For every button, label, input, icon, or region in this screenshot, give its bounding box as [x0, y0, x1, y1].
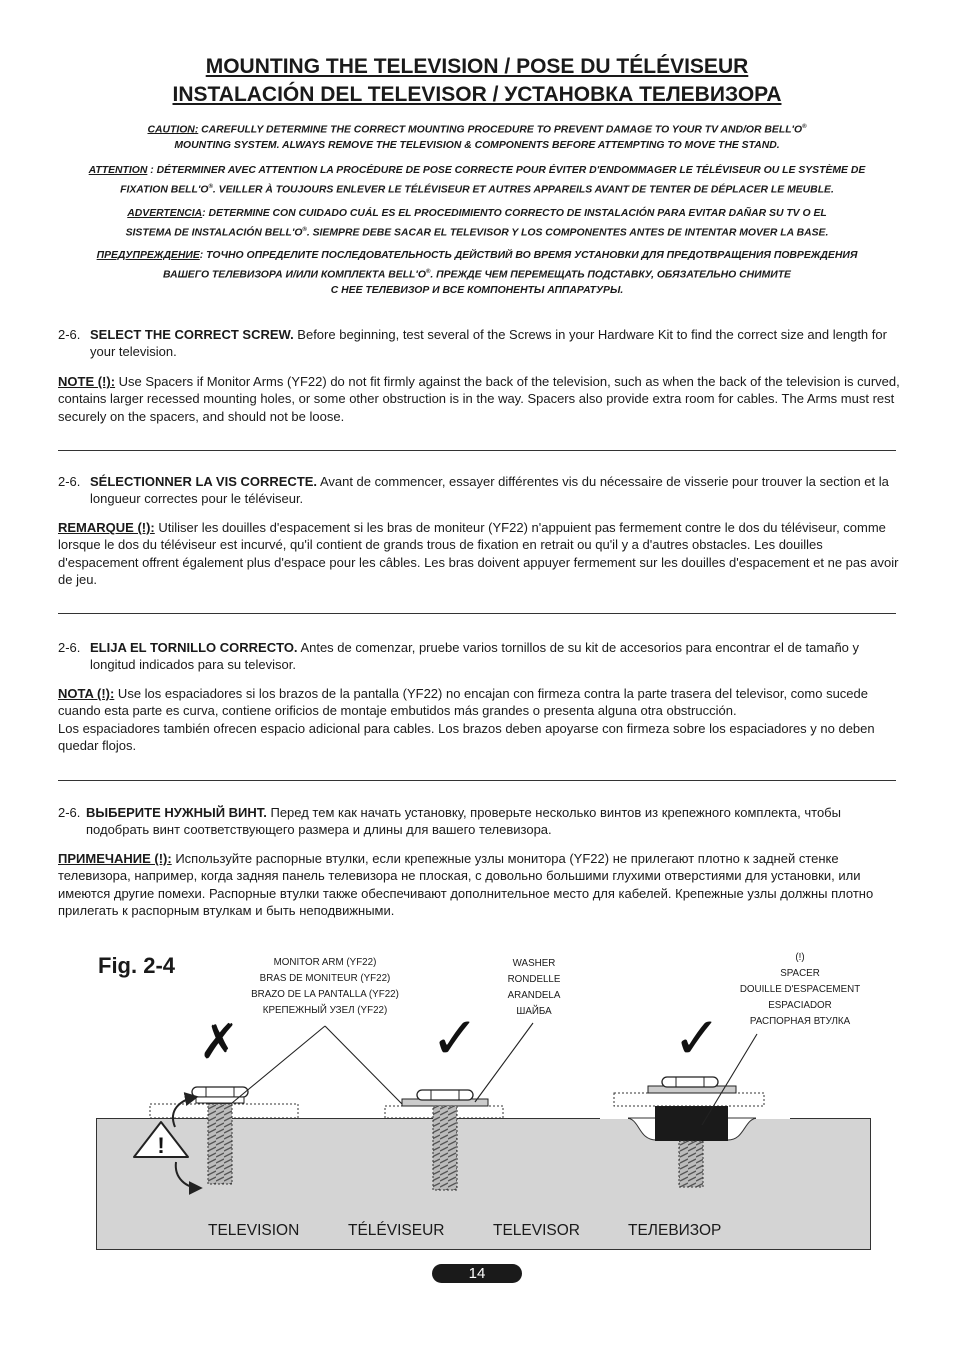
callout-line: ARANDELA: [507, 990, 561, 1001]
note-text: Use Spacers if Monitor Arms (YF22) do not fit firmly against the back of the television, such as when the back of the television is curved, contains larger recessed mounting holes, or some other obstruction is in the way. Spacers also provide extra room for cables. The Arms must rest securely on the spacers, and should not be loose.: [58, 374, 900, 424]
warning-text: : DÉTERMINER AVEC ATTENTION LA PROCÉDURE DE POSE CORRECTE POUR ÉVITER D'ENDOMMAGER LE TÉLÉVISEUR OU LE SYSTÈME DE: [147, 165, 866, 176]
callout-line: DOUILLE D'ESPACEMENT: [739, 984, 861, 995]
warning-text: : ТОЧНО ОПРЕДЕЛИТЕ ПОСЛЕДОВАТЕЛЬНОСТЬ ДЕЙСТВИЙ ВО ВРЕМЯ УСТАНОВКИ ДЛЯ ПРЕДОТВРАЩЕНИЯ ПОВРЕЖДЕНИЯ: [199, 250, 858, 261]
step-heading: ВЫБЕРИТЕ НУЖНЫЙ ВИНТ.: [86, 805, 267, 820]
step-number: 2-6.: [58, 640, 81, 655]
leader-line: [325, 1026, 402, 1104]
registered-mark: ®: [208, 184, 213, 190]
tv-label-ru: ТЕЛЕВИЗОР: [628, 1222, 722, 1239]
spacer-sleeve: [655, 1106, 728, 1141]
callout-line: РАСПОРНАЯ ВТУЛКА: [749, 1016, 851, 1027]
screw-correct-length: [385, 1090, 503, 1190]
registered-mark: ®: [802, 124, 807, 130]
page-title-line-2: INSTALACIÓN DEL TELEVISOR / УСТАНОВКА ТЕЛЕВИЗОРА: [172, 83, 782, 106]
note-label: NOTA (!):: [58, 686, 115, 701]
warning-text: MOUNTING SYSTEM. ALWAYS REMOVE THE TELEVISION & COMPONENTS BEFORE ATTEMPTING TO MOVE THE STAND.: [174, 140, 780, 152]
leader-line: [475, 1023, 533, 1102]
step-text: Antes de comenzar, pruebe varios tornillos de su kit de accesorios para encontrar el de tamaño y longitud indicados para su televisor.: [90, 640, 860, 673]
warning-text: . ПРЕЖДЕ ЧЕМ ПЕРЕМЕЩАТЬ ПОДСТАВКУ, ОБЯЗАТЕЛЬНО СНИМИТЕ: [430, 269, 791, 281]
warning-text: FIXATION BELL'O: [120, 184, 209, 196]
note-label: REMARQUE (!):: [58, 520, 155, 535]
warning-text: SISTEMA DE INSTALACIÓN BELL'O: [125, 227, 303, 239]
tv-label-en: TELEVISION: [208, 1222, 300, 1239]
page-title-line-1: MOUNTING THE TELEVISION / POSE DU TÉLÉVISEUR: [205, 55, 749, 78]
warning-text: . VEILLER À TOUJOURS ENLEVER LE TÉLÉVISEUR ET AUTRES APPAREILS AVANT DE TENTER DE DÉPLACER LE MEUBLE.: [212, 184, 834, 196]
warning-text: . SIEMPRE DEBE SACAR EL TELEVISOR Y LOS COMPONENTES ANTES DE INTENTAR MOVER LA BASE.: [306, 227, 829, 239]
correct-check-icon: ✓: [430, 1004, 480, 1072]
callout-line: КРЕПЕЖНЫЙ УЗЕЛ (YF22): [262, 1005, 388, 1016]
callout-line: ESPACIADOR: [768, 1000, 832, 1011]
step-text: Before beginning, test several of the Screws in your Hardware Kit to find the correct size and length for your television.: [90, 327, 887, 360]
callout-line: SPACER: [780, 968, 820, 979]
callout-line: (!): [795, 952, 805, 963]
step-number: 2-6.: [58, 327, 81, 342]
tv-label-es: TELEVISOR: [493, 1222, 580, 1239]
page-number: 14: [432, 1264, 522, 1283]
arrow-down-icon: [176, 1162, 200, 1188]
note-text: Используйте распорные втулки, если крепежные узлы монитора (YF22) не прилегают плотно к задней стенке телевизора, например, когда задняя панель телевизора не плоская, с довольно большими глухими отверстиями для установки, или имеются другие помехи. Распорные втулки также обеспечивают дополнительное место для кабелей. Крепежные узлы должны плотно прилегать к распорным втулкам и быть неподвижными.: [58, 851, 874, 919]
callout-line: BRAS DE MONITEUR (YF22): [259, 973, 391, 984]
registered-mark: ®: [425, 269, 431, 275]
registered-mark: ®: [302, 227, 307, 233]
callout-line: RONDELLE: [507, 974, 561, 985]
step-heading: ELIJA EL TORNILLO CORRECTO.: [90, 640, 298, 655]
warning-label: ADVERTENCIA: [127, 208, 203, 219]
callout-line: WASHER: [512, 958, 556, 969]
note-text: Use los espaciadores si los brazos de la pantalla (YF22) no encajan con firmeza contra la parte trasera del televisor, como sucede cuando esta parte es curva, contiene orificios de montaje embutidos más grandes o presenta alguna otra obstrucción.: [58, 686, 868, 719]
step-heading: SELECT THE CORRECT SCREW.: [90, 327, 294, 342]
warning-mark: !: [157, 1133, 165, 1158]
step-text: Avant de commencer, essayer différentes vis du nécessaire de visserie pour trouver la section et la longueur correctes pour le téléviseur.: [90, 474, 889, 507]
warning-text: CAREFULLY DETERMINE THE CORRECT MOUNTING PROCEDURE TO PREVENT DAMAGE TO YOUR TV AND/OR BELL'O: [198, 124, 803, 136]
note-label: NOTE (!):: [58, 374, 116, 389]
callout-line: BRAZO DE LA PANTALLA (YF22): [251, 989, 399, 1000]
step-text: Перед тем как начать установку, проверьте несколько винтов из крепежного комплекта, чтобы подобрать винт соответствующего размера и длины для вашего телевизора.: [86, 805, 841, 838]
leader-line: [232, 1026, 325, 1103]
callout-line: MONITOR ARM (YF22): [273, 957, 377, 968]
callout-line: ШАЙБА: [516, 1006, 552, 1017]
warning-label: CAUTION:: [147, 124, 199, 136]
step-number: 2-6.: [58, 474, 81, 489]
step-heading: SÉLECTIONNER LA VIS CORRECTE.: [90, 474, 318, 489]
note-label: ПРИМЕЧАНИЕ (!):: [58, 851, 172, 866]
warning-text: : DETERMINE CON CUIDADO CUÁL ES EL PROCEDIMIENTO CORRECTO DE INSTALACIÓN PARA EVITAR DAÑAR SU TV O EL: [202, 208, 827, 219]
tv-label-fr: TÉLÉVISEUR: [348, 1222, 445, 1239]
step-number: 2-6.: [58, 805, 81, 820]
note-text: Utiliser les douilles d'espacement si les bras de moniteur (YF22) n'appuient pas fermement contre le dos du téléviseur, comme lorsque le dos du téléviseur est incurvé, qu'il contient de grands trous de fixation en retrait ou qu'il y a d'autres obstacles. Les douilles d'espacement offrent également plus d'espace pour les câbles. Les bras doivent appuyer fermement sur les douilles d'espacement et ne pas avoir de jeu.: [58, 520, 899, 588]
warning-text: ВАШЕГО ТЕЛЕВИЗОРА И/ИЛИ КОМПЛЕКТА BELL'O: [163, 269, 426, 281]
wrong-x-icon: ✗: [198, 1014, 240, 1070]
note-text: Los espaciadores también ofrecen espacio adicional para cables. Los brazos deben apoyarse con firmeza sobre los espaciadores y no deben quedar flojos.: [58, 720, 875, 754]
warning-label: ПРЕДУПРЕЖДЕНИЕ: [96, 250, 200, 261]
warning-label: ATTENTION: [88, 165, 148, 176]
warning-text: С НЕЕ ТЕЛЕВИЗОР И ВСЕ КОМПОНЕНТЫ АППАРАТУРЫ.: [330, 285, 624, 297]
correct-check-icon: ✓: [672, 1004, 722, 1072]
figure-label: Fig. 2-4: [98, 953, 176, 978]
